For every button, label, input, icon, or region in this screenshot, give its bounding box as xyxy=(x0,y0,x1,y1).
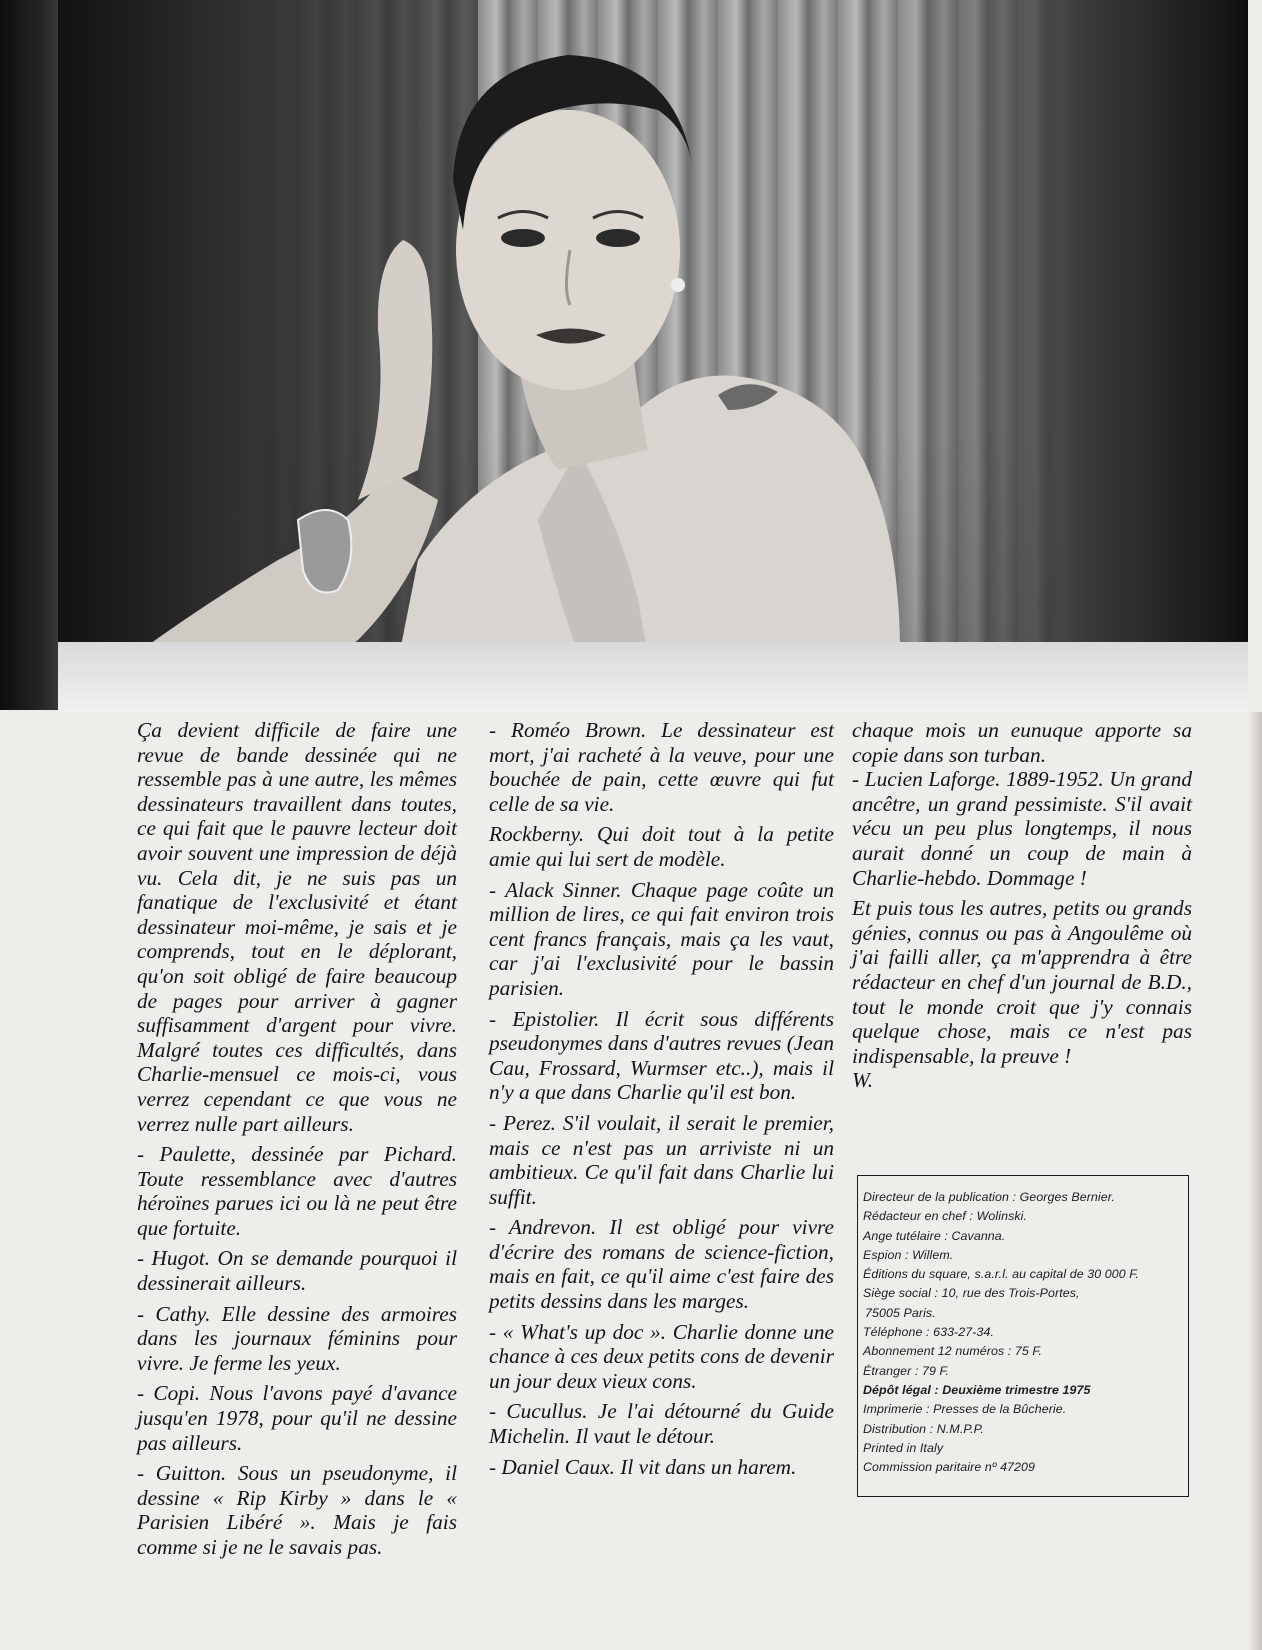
paragraph: - Hugot. On se demande pourquoi il dessinerait ailleurs. xyxy=(137,1246,457,1296)
paragraph: - Paulette, dessinée par Pichard. Toute ressemblance avec d'autres héroïnes parues ici ou là ne peut être que fortuite. xyxy=(137,1142,457,1240)
text-column-3 xyxy=(852,718,1192,1099)
credit-line: Imprimerie : Presses de la Bûcherie. xyxy=(863,1402,1067,1417)
paragraph: - Cathy. Elle dessine des armoires dans les journaux féminins pour vivre. Je ferme les yeux. xyxy=(137,1301,457,1375)
portrait-photograph xyxy=(58,0,1248,712)
credit-line: Étranger : 79 F. xyxy=(863,1363,950,1378)
credit-line: 75005 Paris. xyxy=(865,1305,936,1320)
paragraph: - Roméo Brown. Le dessinateur est mort, j'ai racheté à la veuve, pour une bouchée de pain, cette œuvre qui fut celle de sa vie. xyxy=(489,718,834,816)
publication-credits-box xyxy=(857,1175,1189,1497)
paragraph: chaque mois un eunuque apporte sa copie dans son turban. xyxy=(852,718,1192,767)
credit-line: Éditions du square, s.a.r.l. au capital de 30 000 F. xyxy=(863,1267,1139,1282)
paragraph: - Lucien Laforge. 1889-1952. Un grand ancêtre, un grand pessimiste. S'il avait vécu un peu plus longtemps, il nous aurait donné un coup de main à Charlie-hebdo. Dommage ! xyxy=(852,767,1192,890)
paragraph: - Andrevon. Il est obligé pour vivre d'écrire des romans de science-fiction, mais en fait, ce qu'il aime c'est faire des petits dessins dans les marges. xyxy=(489,1215,834,1314)
credit-line: Distribution : N.M.P.P. xyxy=(863,1421,984,1436)
credit-line: Siège social : 10, rue des Trois-Portes, xyxy=(863,1286,1080,1301)
credit-line: Dépôt légal : Deuxième trimestre 1975 xyxy=(863,1382,1091,1397)
paragraph: - Cucullus. Je l'ai détourné du Guide Michelin. Il vaut le détour. xyxy=(489,1399,834,1449)
paragraph: - Alack Sinner. Chaque page coûte un million de lires, ce qui fait environ trois cent francs français, mais ça les vaut, car j'ai l'exclusivité pour le bassin parisien. xyxy=(489,877,834,1000)
credit-line: Printed in Italy xyxy=(863,1440,944,1455)
text-column-1 xyxy=(137,718,457,1566)
paragraph: - Perez. S'il voulait, il serait le premier, mais ce n'est pas un arriviste ni un ambitieux. Ce qu'il fait dans Charlie lui suffit. xyxy=(489,1110,834,1209)
paragraph: Rockberny. Qui doit tout à la petite amie qui lui sert de modèle. xyxy=(489,822,834,871)
page-edge xyxy=(1248,712,1262,1650)
scan-gutter xyxy=(0,0,60,710)
paragraph: Ça devient difficile de faire une revue de bande dessinée qui ne ressemble pas à une autre, les mêmes dessinateurs travaillent dans toutes, ce qui fait que le pauvre lecteur doit avoir souvent une impression de déjà vu. Cela dit, je ne suis pas un fanatique de l'exclusivité et étant dessinateur moi-même, je sais et je comprends, tout en le déplorant, qu'on soit obligé de faire beaucoup de pages pour arriver à gagner suffisamment d'argent pour vivre. Malgré toutes ces difficultés, dans Charlie-mensuel ce mois-ci, vous verrez cependant ce que vous ne verrez nulle part ailleurs. xyxy=(137,718,457,1136)
credit-line: Abonnement 12 numéros : 75 F. xyxy=(863,1344,1043,1359)
paragraph: - Guitton. Sous un pseudonyme, il dessine « Rip Kirby » dans le « Parisien Libéré ». Mais je fais comme si je ne le savais pas. xyxy=(137,1461,457,1559)
paragraph: - Epistolier. Il écrit sous différents pseudonymes dans d'autres revues (Jean Cau, Frossard, Wurmser etc..), mais il n'y a que dans Charlie qu'il est bon. xyxy=(489,1006,834,1105)
paragraph: - « What's up doc ». Charlie donne une chance à ces deux petits cons de devenir un jour deux vieux cons. xyxy=(489,1319,834,1393)
credit-line: Téléphone : 633-27-34. xyxy=(863,1325,995,1340)
credit-line: Espion : Willem. xyxy=(863,1247,954,1262)
signature: W. xyxy=(852,1068,874,1093)
credit-line: Directeur de la publication : Georges Bernier. xyxy=(863,1190,1116,1204)
portrait-figure xyxy=(58,0,1248,712)
paragraph: - Daniel Caux. Il vit dans un harem. xyxy=(489,1454,797,1479)
credit-line: Commission paritaire nº 47209 xyxy=(863,1460,1036,1475)
paragraph: - Copi. Nous l'avons payé d'avance jusqu'en 1978, pour qu'il ne dessine pas ailleurs. xyxy=(137,1381,457,1455)
credit-line: Rédacteur en chef : Wolinski. xyxy=(863,1209,1028,1224)
paragraph: Et puis tous les autres, petits ou grands génies, connus ou pas à Angoulême où j'ai failli aller, ça m'apprendra à être rédacteur en chef d'un journal de B.D., tout le monde croit que j'y connais quelque chose, mais ce n'est pas indispensable, la preuve ! xyxy=(852,896,1192,1068)
text-column-2 xyxy=(489,718,834,1485)
credit-line: Ange tutélaire : Cavanna. xyxy=(863,1228,1006,1243)
